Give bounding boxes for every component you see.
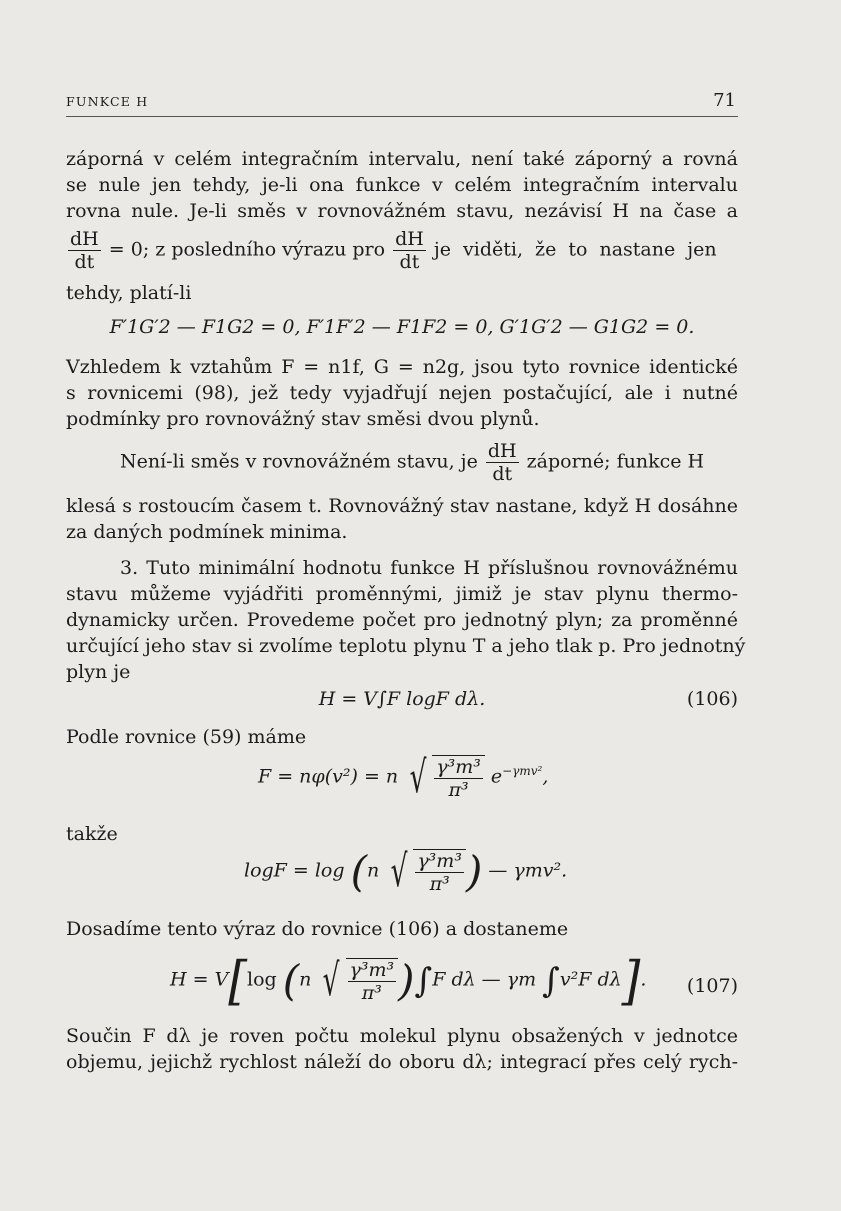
text-line: s rovnicemi (98), jež tedy vyjadřují nejen postačující, ale i nutné [66, 382, 738, 404]
text-line: Dosadíme tento výraz do rovnice (106) a dostaneme [66, 918, 569, 940]
running-title: FUNKCE H [66, 94, 149, 109]
text-line: klesá s rostoucím časem t. Rovnovážný stav nastane, když H dosáhne [66, 495, 738, 517]
equation-106: H = V∫F logF dλ. [318, 688, 486, 710]
integral-sign: ∫ [542, 960, 560, 1001]
text-line: určující jeho stav si zvolíme teplotu plynu T a jeho tlak p. Pro jednotný [66, 635, 746, 657]
sqrt-sign: √ [390, 846, 408, 897]
text-line-with-fraction: Není-li směs v rovnovážném stavu, je $\frac{dH}{dt}$ záporné; funkce H [120, 440, 705, 485]
page-header [66, 90, 738, 116]
equation-logF: logF = log (n √ $\frac{\text{γ³m³}}{\text{π³}}$ ) — γmv². [244, 846, 568, 897]
text-line: rovna nule. Je-li směs v rovnovážném stavu, nezávisí H na čase a [66, 200, 738, 222]
equation-number: (106) [686, 688, 738, 710]
text-line: stavu můžeme vyjádřiti proměnnými, jimiž je stav plynu thermo- [66, 583, 738, 605]
fraction-dH-dt: $\frac{dH}{dt}$ [70, 228, 99, 273]
text-line: Vzhledem k vztahům F = n1f, G = n2g, jsou tyto rovnice identické [66, 356, 738, 378]
text-line: záporná v celém integračním intervalu, není také záporný a rovná [66, 148, 738, 170]
page-number: 71 [713, 90, 736, 111]
text-line: takže [66, 823, 118, 845]
fraction-dH-dt: $\frac{dH}{dt}$ [487, 440, 517, 485]
integral-sign: ∫ [414, 960, 433, 1001]
fraction-dH-dt: $\frac{dH}{dt}$ [395, 228, 424, 273]
text-line: tehdy, platí-li [66, 282, 192, 304]
text-line: plyn je [66, 661, 131, 683]
text-line: Součin F dλ je roven počtu molekul plynu obsažených v jednotce [66, 1025, 738, 1047]
text-line-with-fractions: $\frac{dH}{dt}$ = 0; z posledního výrazu pro $\frac{dH}{dt}$ je viděti, že to nastane jen [70, 228, 717, 273]
sqrt-sign: √ [323, 955, 340, 1006]
text-line: podmínky pro rovnovážný stav směsi dvou plynů. [66, 408, 540, 430]
text-line: se nule jen tehdy, je-li ona funkce v celém integračním intervalu [66, 174, 738, 196]
fraction-radicand: $\frac{\text{γ³m³}}{\text{π³}}$ [417, 849, 462, 895]
sqrt-sign: √ [409, 752, 427, 803]
fraction-radicand: $\frac{\text{γ³m³}}{\text{π³}}$ [436, 755, 481, 801]
fraction-radicand: $\frac{\text{γ³m³}}{\text{π³}}$ [349, 958, 395, 1004]
text-line: 3. Tuto minimální hodnotu funkce H příslušnou rovnovážnému [120, 557, 738, 579]
equation-F: F = nφ(v²) = n √ $\frac{\text{γ³m³}}{\text{π³}}$ $e^{-\gamma mv^2}$, [258, 752, 549, 803]
equation-conditions: F′1G′2 — F1G2 = 0, F′1F′2 — F1F2 = 0, G′1G′2 — G1G2 = 0. [109, 316, 695, 338]
equation-107: H = V[log (n √ $\frac{\text{γ³m³}}{\text{π³}}$ )∫F dλ — γm ∫v²F dλ]. [170, 949, 647, 1012]
equation-number: (107) [686, 975, 738, 997]
text-line: objemu, jejichž rychlost náleží do oboru dλ; integrací přes celý rych- [66, 1051, 738, 1073]
text-line: dynamicky určen. Provedeme počet pro jednotný plyn; za proměnné [66, 609, 738, 631]
text-line: Podle rovnice (59) máme [66, 726, 307, 748]
header-rule [66, 116, 738, 117]
text-line: za daných podmínek minima. [66, 521, 348, 543]
